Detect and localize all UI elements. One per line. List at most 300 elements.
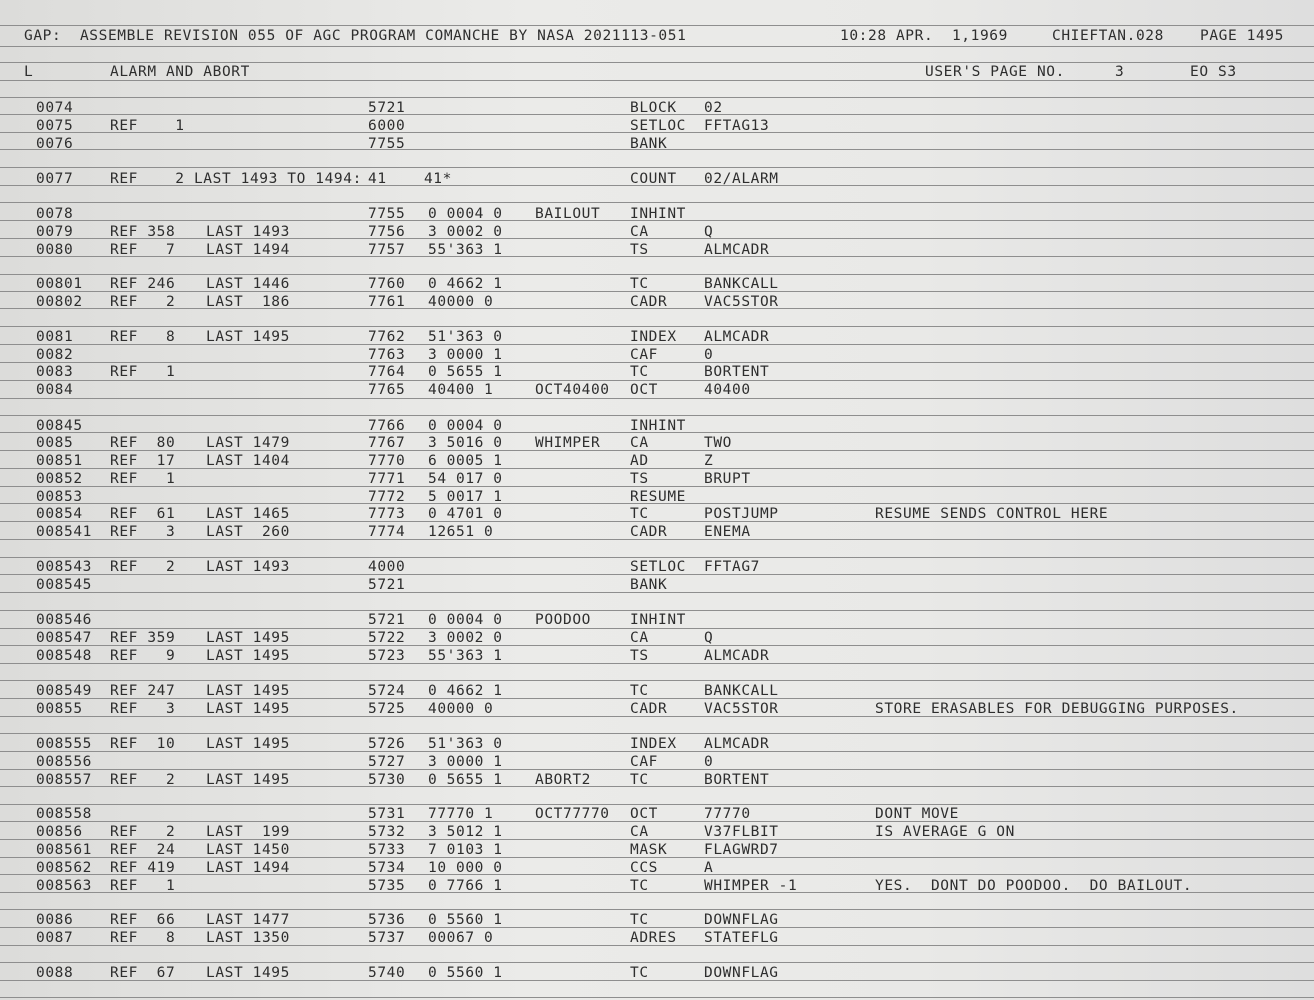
comment-field: IS AVERAGE G ON <box>875 824 1015 840</box>
operand-field: ALMCADR <box>704 242 770 258</box>
line-number: 00856 <box>36 824 83 840</box>
listing-row <box>0 929 1314 947</box>
last-field: LAST 186 <box>206 294 290 310</box>
octal-word: 0 4662 1 <box>428 276 503 292</box>
line-number: 00852 <box>36 471 83 487</box>
line-number: 008562 <box>36 860 92 876</box>
operand-field: ALMCADR <box>704 736 770 752</box>
address-field: 5735 <box>368 878 406 894</box>
octal-word: 3 0002 0 <box>428 224 503 240</box>
octal-word: 40000 0 <box>428 701 494 717</box>
section-header <box>0 63 1314 81</box>
operand-field: VAC5STOR <box>704 701 779 717</box>
ref-field: REF 358 <box>110 224 176 240</box>
listing-row <box>0 558 1314 576</box>
last-field: LAST 1479 <box>206 435 290 451</box>
line-number: 008545 <box>36 577 92 593</box>
rule-line <box>0 80 1314 81</box>
opcode-field: SETLOC <box>630 559 686 575</box>
operand-field: 0 <box>704 347 714 363</box>
rule-line <box>0 415 1314 416</box>
line-number: 008561 <box>36 842 92 858</box>
octal-word: 0 0004 0 <box>428 418 503 434</box>
address-field: 5736 <box>368 912 406 928</box>
ref-field: REF 359 <box>110 630 176 646</box>
line-number: 008548 <box>36 648 92 664</box>
listing-row <box>0 99 1314 117</box>
last-field: LAST 1494 <box>206 860 290 876</box>
line-number: 0087 <box>36 930 74 946</box>
listing-row <box>0 823 1314 841</box>
last-field: LAST 1446 <box>206 276 290 292</box>
address-field: 5723 <box>368 648 406 664</box>
ref-field: REF 80 <box>110 435 176 451</box>
address-field: 4000 <box>368 559 406 575</box>
address-field: 5721 <box>368 100 406 116</box>
operand-field: ALMCADR <box>704 329 770 345</box>
line-number: 0088 <box>36 965 74 981</box>
last-field: LAST 1493 <box>206 224 290 240</box>
comment-field: RESUME SENDS CONTROL HERE <box>875 506 1109 522</box>
opcode-field: INDEX <box>630 736 677 752</box>
address-field: 5732 <box>368 824 406 840</box>
operand-field: 02 <box>704 100 723 116</box>
line-number: 008556 <box>36 754 92 770</box>
ref-field: REF 247 <box>110 683 176 699</box>
opcode-field: TC <box>630 965 649 981</box>
ref-field: REF 7 <box>110 242 176 258</box>
octal-word: 0 5655 1 <box>428 772 503 788</box>
comment-field: STORE ERASABLES FOR DEBUGGING PURPOSES. <box>875 701 1239 717</box>
listing-row <box>0 135 1314 153</box>
address-field: 5737 <box>368 930 406 946</box>
octal-word: 40000 0 <box>428 294 494 310</box>
opcode-field: CA <box>630 435 649 451</box>
listing-row <box>0 753 1314 771</box>
address-field: 7773 <box>368 506 406 522</box>
operand-field: V37FLBIT <box>704 824 779 840</box>
line-number: 008549 <box>36 683 92 699</box>
octal-word: 7 0103 1 <box>428 842 503 858</box>
time-stamp: 10:28 APR. 1,1969 <box>840 28 1008 44</box>
line-number: 008543 <box>36 559 92 575</box>
last-field: LAST 1495 <box>206 329 290 345</box>
listing-row <box>0 170 1314 188</box>
address-field: 6000 <box>368 118 406 134</box>
operand-field: Q <box>704 630 714 646</box>
last-field: LAST 199 <box>206 824 290 840</box>
ref-field: REF 3 <box>110 701 176 717</box>
line-number: 0080 <box>36 242 74 258</box>
operand-field: FFTAG7 <box>704 559 760 575</box>
line-number: 0077 <box>36 171 74 187</box>
octal-word: 0 4662 1 <box>428 683 503 699</box>
opcode-field: MASK <box>630 842 668 858</box>
octal-word: 3 5016 0 <box>428 435 503 451</box>
listing-row <box>0 346 1314 364</box>
listing-row <box>0 735 1314 753</box>
octal-word: 5 0017 1 <box>428 489 503 505</box>
ref-field: REF 61 <box>110 506 176 522</box>
address-field: 7755 <box>368 206 406 222</box>
octal-word: 0 5560 1 <box>428 965 503 981</box>
opcode-field: OCT <box>630 382 658 398</box>
rule-line <box>0 46 1314 47</box>
job-name: CHIEFTAN.028 <box>1052 28 1164 44</box>
line-number: 00851 <box>36 453 83 469</box>
listing-row <box>0 611 1314 629</box>
opcode-field: TC <box>630 276 649 292</box>
operand-field: FFTAG13 <box>704 118 770 134</box>
octal-word: 6 0005 1 <box>428 453 503 469</box>
rule-line <box>0 326 1314 327</box>
ref-field: REF 2 <box>110 772 176 788</box>
rule-line <box>0 167 1314 168</box>
listing-row <box>0 629 1314 647</box>
line-number: 0084 <box>36 382 74 398</box>
section-title: ALARM AND ABORT <box>110 64 250 80</box>
address-field: 7765 <box>368 382 406 398</box>
opcode-field: TC <box>630 506 649 522</box>
last-field: LAST 1495 <box>206 630 290 646</box>
listing-row <box>0 841 1314 859</box>
listing-header <box>0 27 1314 45</box>
ref-field: REF 2 <box>110 294 176 310</box>
line-number: 0085 <box>36 435 74 451</box>
listing-row <box>0 470 1314 488</box>
last-field: LAST 1493 <box>206 559 290 575</box>
ref-field: REF 9 <box>110 648 176 664</box>
listing-row <box>0 223 1314 241</box>
listing-row <box>0 576 1314 594</box>
opcode-field: CAF <box>630 754 658 770</box>
listing-row <box>0 452 1314 470</box>
listing-row <box>0 771 1314 789</box>
ref-field: REF 17 <box>110 453 176 469</box>
last-field: LAST 260 <box>206 524 290 540</box>
label-field: OCT77770 <box>535 806 610 822</box>
ref-field: REF 66 <box>110 912 176 928</box>
operand-field: POSTJUMP <box>704 506 779 522</box>
line-number: 0075 <box>36 118 74 134</box>
line-number: 008563 <box>36 878 92 894</box>
opcode-field: SETLOC <box>630 118 686 134</box>
listing-row <box>0 682 1314 700</box>
operand-field: WHIMPER -1 <box>704 878 798 894</box>
octal-word: 3 5012 1 <box>428 824 503 840</box>
last-field: LAST 1495 <box>206 648 290 664</box>
rule-line <box>0 909 1314 910</box>
ref-field: REF 419 <box>110 860 176 876</box>
label-field: ABORT2 <box>535 772 591 788</box>
octal-word: 00067 0 <box>428 930 494 946</box>
line-number: 00802 <box>36 294 83 310</box>
rule-line <box>0 680 1314 681</box>
operand-field: BORTENT <box>704 364 770 380</box>
comment-field: YES. DONT DO POODOO. DO BAILOUT. <box>875 878 1193 894</box>
ref-field: REF 1 <box>110 878 176 894</box>
address-field: 7772 <box>368 489 406 505</box>
address-field: 7766 <box>368 418 406 434</box>
ref-field: REF 1 <box>110 364 176 380</box>
line-number: 0079 <box>36 224 74 240</box>
address-field: 5721 <box>368 577 406 593</box>
opcode-field: INDEX <box>630 329 677 345</box>
ref-field: REF 10 <box>110 736 176 752</box>
line-number: 008557 <box>36 772 92 788</box>
listing-row <box>0 275 1314 293</box>
octal-word: 0 7766 1 <box>428 878 503 894</box>
opcode-field: TS <box>630 648 649 664</box>
last-field: LAST 1495 <box>206 736 290 752</box>
ref-field: REF 2 <box>110 559 176 575</box>
line-number: 0083 <box>36 364 74 380</box>
octal-word: 3 0000 1 <box>428 347 503 363</box>
operand-field: Q <box>704 224 714 240</box>
ref-field: REF 2 <box>110 824 176 840</box>
address-field: 5726 <box>368 736 406 752</box>
listing-row <box>0 241 1314 259</box>
operand-field: TWO <box>704 435 732 451</box>
address-field: 5734 <box>368 860 406 876</box>
octal-word: 0 0004 0 <box>428 206 503 222</box>
address-field: 7755 <box>368 136 406 152</box>
listing-row <box>0 117 1314 135</box>
operand-field: A <box>704 860 714 876</box>
operand-field: 02/ALARM <box>704 171 779 187</box>
address-field: 5724 <box>368 683 406 699</box>
line-number: 0082 <box>36 347 74 363</box>
operand-field: BRUPT <box>704 471 751 487</box>
opcode-field: TC <box>630 364 649 380</box>
line-number: 008541 <box>36 524 92 540</box>
opcode-field: CADR <box>630 294 668 310</box>
ref-field: REF 246 <box>110 276 176 292</box>
line-number: 0081 <box>36 329 74 345</box>
listing-row <box>0 523 1314 541</box>
operand-field: DOWNFLAG <box>704 965 779 981</box>
address-field: 5731 <box>368 806 406 822</box>
ref-field: REF 2 LAST 1493 TO 1494: <box>110 171 362 187</box>
operand-field: BANKCALL <box>704 683 779 699</box>
opcode-field: INHINT <box>630 206 686 222</box>
operand-field: Z <box>704 453 714 469</box>
ref-field: REF 8 <box>110 930 176 946</box>
octal-word: 51'363 0 <box>428 329 503 345</box>
opcode-field: TC <box>630 878 649 894</box>
operand-field: ALMCADR <box>704 648 770 664</box>
octal-word: 55'363 1 <box>428 648 503 664</box>
address-field: 7761 <box>368 294 406 310</box>
address-field: 7762 <box>368 329 406 345</box>
ref-field: REF 8 <box>110 329 176 345</box>
octal-word: 54 017 0 <box>428 471 503 487</box>
opcode-field: TC <box>630 683 649 699</box>
last-field: LAST 1450 <box>206 842 290 858</box>
operand-field: BANKCALL <box>704 276 779 292</box>
listing-row <box>0 964 1314 982</box>
line-number: 008555 <box>36 736 92 752</box>
line-number: 00854 <box>36 506 83 522</box>
octal-word: 0 5560 1 <box>428 912 503 928</box>
address-field: 5725 <box>368 701 406 717</box>
listing-row <box>0 328 1314 346</box>
listing-row <box>0 205 1314 223</box>
line-number: 00801 <box>36 276 83 292</box>
listing-row <box>0 381 1314 399</box>
user-page-label: USER'S PAGE NO. <box>925 64 1065 80</box>
listing-row <box>0 488 1314 506</box>
opcode-field: CADR <box>630 701 668 717</box>
rule-line <box>0 997 1314 998</box>
opcode-field: CA <box>630 224 649 240</box>
octal-word: 51'363 0 <box>428 736 503 752</box>
eo-code: EO S3 <box>1190 64 1237 80</box>
opcode-field: ADRES <box>630 930 677 946</box>
listing-row <box>0 911 1314 929</box>
last-field: LAST 1495 <box>206 772 290 788</box>
listing-row <box>0 700 1314 718</box>
opcode-field: CCS <box>630 860 658 876</box>
listing-row <box>0 859 1314 877</box>
operand-field: DOWNFLAG <box>704 912 779 928</box>
opcode-field: BANK <box>630 577 668 593</box>
listing-row <box>0 293 1314 311</box>
line-number: 00853 <box>36 489 83 505</box>
label-field: BAILOUT <box>535 206 601 222</box>
label-field: WHIMPER <box>535 435 601 451</box>
rule-line <box>0 25 1314 26</box>
last-field: LAST 1495 <box>206 965 290 981</box>
line-number: 0086 <box>36 912 74 928</box>
last-field: LAST 1350 <box>206 930 290 946</box>
rule-line <box>0 62 1314 63</box>
address-field: 7763 <box>368 347 406 363</box>
operand-field: FLAGWRD7 <box>704 842 779 858</box>
label-field: OCT40400 <box>535 382 610 398</box>
opcode-field: CAF <box>630 347 658 363</box>
opcode-field: TC <box>630 912 649 928</box>
address-field: 7774 <box>368 524 406 540</box>
listing-row <box>0 434 1314 452</box>
page-label: PAGE 1495 <box>1200 28 1284 44</box>
section-letter: L <box>24 64 34 80</box>
address-field: 7760 <box>368 276 406 292</box>
operand-field: 77770 <box>704 806 751 822</box>
address-field: 7764 <box>368 364 406 380</box>
opcode-field: CADR <box>630 524 668 540</box>
last-field: LAST 1495 <box>206 701 290 717</box>
octal-word: 0 0004 0 <box>428 612 503 628</box>
line-number: 008558 <box>36 806 92 822</box>
octal-word: 0 4701 0 <box>428 506 503 522</box>
opcode-field: BANK <box>630 136 668 152</box>
opcode-field: COUNT <box>630 171 677 187</box>
address-field: 41 41* <box>368 171 452 187</box>
label-field: POODOO <box>535 612 591 628</box>
listing-row <box>0 647 1314 665</box>
listing-row <box>0 877 1314 895</box>
operand-field: VAC5STOR <box>704 294 779 310</box>
ref-field: REF 1 <box>110 118 185 134</box>
line-number: 008547 <box>36 630 92 646</box>
ref-field: REF 24 <box>110 842 176 858</box>
rule-line <box>0 97 1314 98</box>
listing-row <box>0 363 1314 381</box>
last-field: LAST 1404 <box>206 453 290 469</box>
line-number: 008546 <box>36 612 92 628</box>
address-field: 5730 <box>368 772 406 788</box>
line-number: 0074 <box>36 100 74 116</box>
address-field: 5733 <box>368 842 406 858</box>
line-number: 00855 <box>36 701 83 717</box>
opcode-field: RESUME <box>630 489 686 505</box>
opcode-field: CA <box>630 630 649 646</box>
opcode-field: BLOCK <box>630 100 677 116</box>
address-field: 5740 <box>368 965 406 981</box>
last-field: LAST 1495 <box>206 683 290 699</box>
rule-line <box>0 202 1314 203</box>
octal-word: 12651 0 <box>428 524 494 540</box>
listing-row <box>0 505 1314 523</box>
line-number: 0078 <box>36 206 74 222</box>
last-field: LAST 1494 <box>206 242 290 258</box>
operand-field: 40400 <box>704 382 751 398</box>
last-field: LAST 1465 <box>206 506 290 522</box>
address-field: 7770 <box>368 453 406 469</box>
octal-word: 3 0002 0 <box>428 630 503 646</box>
operand-field: STATEFLG <box>704 930 779 946</box>
ref-field: REF 1 <box>110 471 176 487</box>
opcode-field: INHINT <box>630 418 686 434</box>
operand-field: ENEMA <box>704 524 751 540</box>
operand-field: 0 <box>704 754 714 770</box>
opcode-field: CA <box>630 824 649 840</box>
opcode-field: AD <box>630 453 649 469</box>
comment-field: DONT MOVE <box>875 806 959 822</box>
listing-row <box>0 417 1314 435</box>
octal-word: 3 0000 1 <box>428 754 503 770</box>
address-field: 7771 <box>368 471 406 487</box>
address-field: 5722 <box>368 630 406 646</box>
rule-line <box>0 962 1314 963</box>
user-page-number: 3 <box>1115 64 1125 80</box>
address-field: 7757 <box>368 242 406 258</box>
opcode-field: TS <box>630 242 649 258</box>
opcode-field: TC <box>630 772 649 788</box>
operand-field: BORTENT <box>704 772 770 788</box>
opcode-field: OCT <box>630 806 658 822</box>
program-line: GAP: ASSEMBLE REVISION 055 OF AGC PROGRAM COMANCHE BY NASA 2021113-051 <box>24 28 687 44</box>
address-field: 5721 <box>368 612 406 628</box>
octal-word: 55'363 1 <box>428 242 503 258</box>
octal-word: 77770 1 <box>428 806 494 822</box>
octal-word: 10 000 0 <box>428 860 503 876</box>
rule-line <box>0 733 1314 734</box>
address-field: 7767 <box>368 435 406 451</box>
address-field: 7756 <box>368 224 406 240</box>
octal-word: 0 5655 1 <box>428 364 503 380</box>
last-field: LAST 1477 <box>206 912 290 928</box>
octal-word: 40400 1 <box>428 382 494 398</box>
line-number: 0076 <box>36 136 74 152</box>
ref-field: REF 67 <box>110 965 176 981</box>
address-field: 5727 <box>368 754 406 770</box>
line-number: 00845 <box>36 418 83 434</box>
ref-field: REF 3 <box>110 524 176 540</box>
opcode-field: TS <box>630 471 649 487</box>
listing-row <box>0 805 1314 823</box>
